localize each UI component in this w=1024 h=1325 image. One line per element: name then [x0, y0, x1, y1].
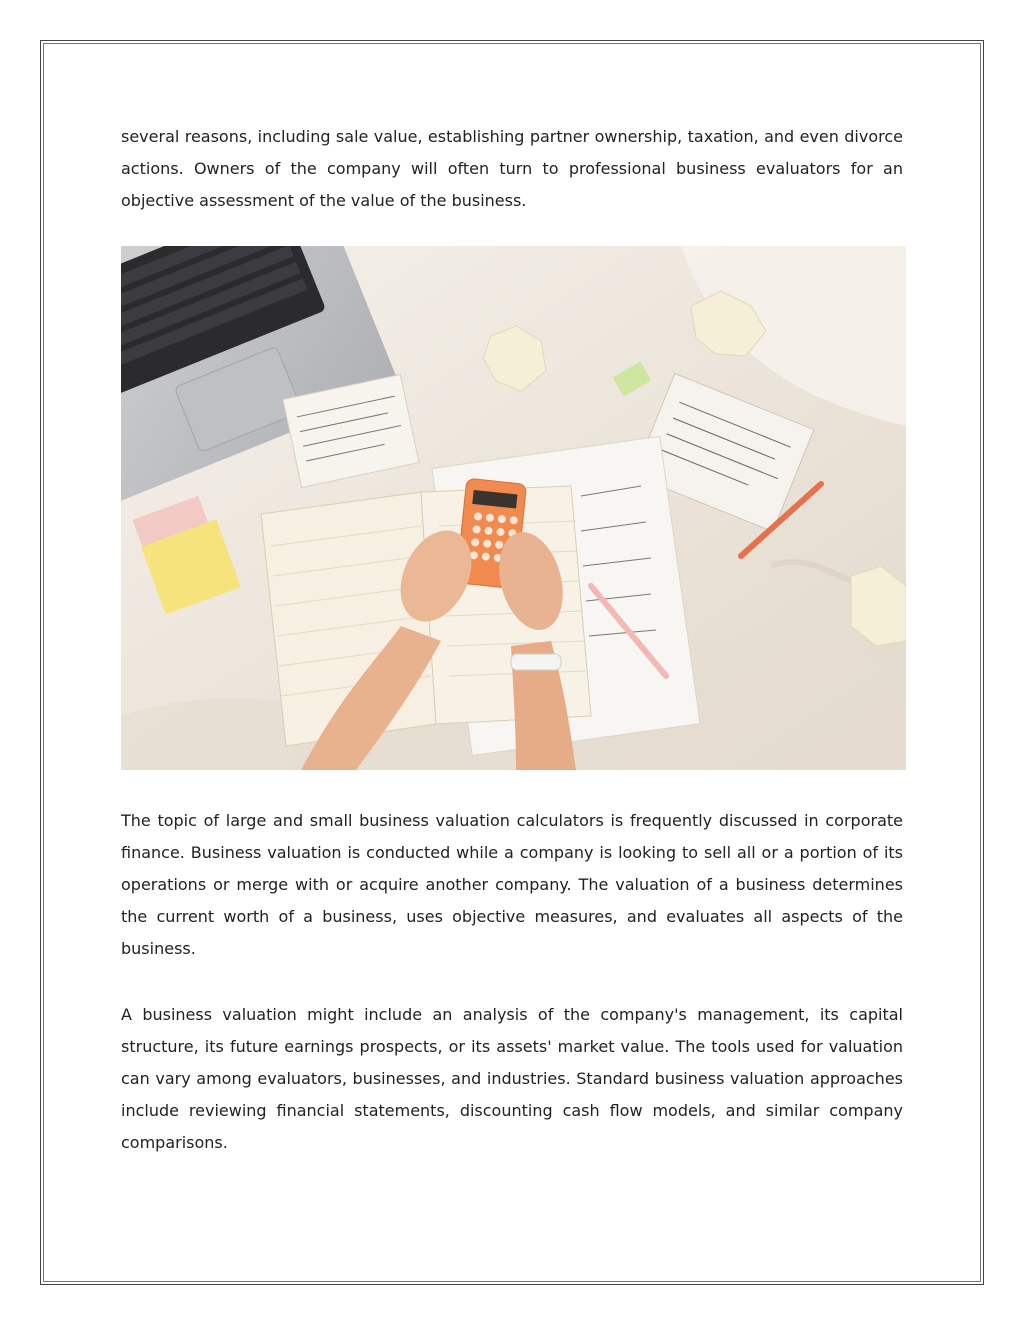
paragraph-valuation-approaches: A business valuation might include an analysis of the company's management, its capital structure, its future earnings prospects, or its assets' market value. The tools used for valuation can vary among evaluators, businesses, and industries. Standard business valuation approaches include reviewing financial statements, discounting cash flow models, and similar company comparisons. [121, 1005, 903, 1152]
business-valuation-photo [121, 246, 906, 770]
wristwatch [511, 654, 561, 670]
paragraph-valuation-calculators: The topic of large and small business valuation calculators is frequently discussed in corporate finance. Business valuation is conducted while a company is looking to sell all or a portion of its operations or merge with or acquire another company. The valuation of a business determines the current worth of a business, uses objective measures, and evaluates all aspects of the business. [121, 811, 903, 958]
paragraph-intro: several reasons, including sale value, establishing partner ownership, taxation, and even divorce actions. Owners of the company will often turn to professional business evaluators for an objective assessment of the value of the business. [121, 127, 903, 210]
